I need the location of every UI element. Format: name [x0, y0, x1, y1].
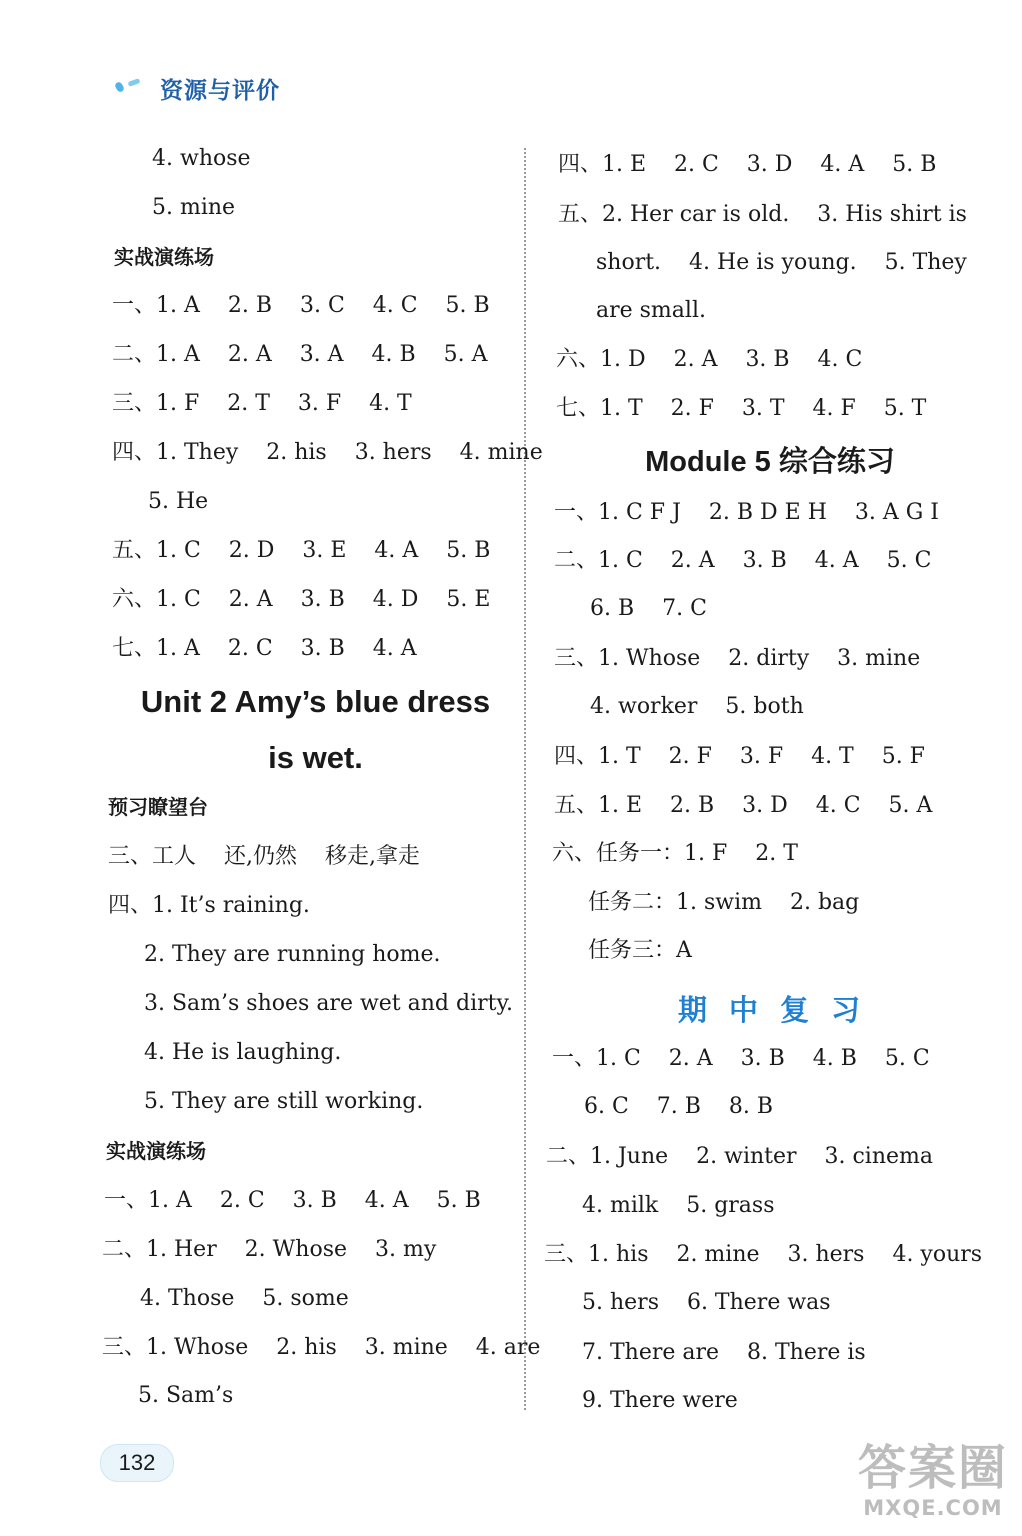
- answer-row: 四、1. They 2. his 3. hers 4. mine: [112, 440, 543, 465]
- answer-row: 一、1. C 2. A 3. B 4. B 5. C: [552, 1046, 930, 1071]
- answer-row: 二、1. A 2. A 3. A 4. B 5. A: [112, 342, 488, 367]
- answer-row: 2. They are running home.: [144, 942, 441, 967]
- answer-row: 三、工人 还,仍然 移走,拿走: [108, 844, 420, 869]
- section-heading: 实战演练场: [106, 1139, 206, 1163]
- watermark-url: MXQE.COM: [863, 1496, 1003, 1520]
- watermark-text: 答案圈: [857, 1440, 1008, 1496]
- answer-row: 四、1. E 2. C 3. D 4. A 5. B: [558, 152, 937, 177]
- answer-row: 3. Sam’s shoes are wet and dirty.: [144, 991, 513, 1016]
- answer-row: 一、1. A 2. C 3. B 4. A 5. B: [104, 1188, 481, 1213]
- answer-row: 四、1. T 2. F 3. F 4. T 5. F: [554, 744, 925, 769]
- column-divider: [524, 148, 526, 1410]
- answer-row: 任务三：A: [588, 938, 692, 963]
- header-logo-icon: [112, 76, 158, 100]
- answer-row: 5. He: [148, 489, 209, 514]
- answer-row: 4. whose: [152, 146, 251, 171]
- answer-row: 六、任务一：1. F 2. T: [552, 841, 798, 866]
- midterm-review-title: 期中复习: [677, 993, 882, 1027]
- answer-row: 五、2. Her car is old. 3. His shirt is: [558, 202, 967, 227]
- answer-row: 4. milk 5. grass: [582, 1193, 775, 1218]
- unit-title: Unit 2 Amy’s blue dress: [140, 684, 491, 719]
- answer-row: 三、1. Whose 2. his 3. mine 4. are: [102, 1335, 541, 1360]
- answer-row: 五、1. E 2. B 3. D 4. C 5. A: [554, 793, 933, 818]
- answer-row: 6. C 7. B 8. B: [584, 1094, 774, 1119]
- answer-row: 四、1. It’s raining.: [108, 893, 310, 918]
- answer-row: 三、1. F 2. T 3. F 4. T: [112, 391, 412, 416]
- answer-row: 9. There were: [582, 1388, 738, 1413]
- section-heading: 实战演练场: [114, 245, 214, 269]
- page-number: 132: [100, 1444, 174, 1482]
- answer-row: 7. There are 8. There is: [582, 1340, 866, 1365]
- answer-row: 5. mine: [152, 195, 236, 220]
- answer-row: 六、1. C 2. A 3. B 4. D 5. E: [112, 587, 491, 612]
- answer-row: 二、1. Her 2. Whose 3. my: [102, 1237, 437, 1262]
- answer-row: 任务二：1. swim 2. bag: [588, 890, 860, 915]
- page-header: [112, 68, 280, 108]
- module-title: Module 5 综合练习: [645, 446, 895, 478]
- answer-row: 七、1. T 2. F 3. T 4. F 5. T: [556, 396, 927, 421]
- answer-row: 5. Sam’s: [138, 1383, 234, 1408]
- answer-row: 6. B 7. C: [590, 596, 707, 621]
- answer-row: 一、1. A 2. B 3. C 4. C 5. B: [112, 293, 490, 318]
- answer-row: 5. hers 6. There was: [582, 1290, 831, 1315]
- answer-row: 5. They are still working.: [144, 1089, 424, 1114]
- watermark-logo: [848, 1440, 1018, 1536]
- unit-title-line2: is wet.: [268, 740, 363, 775]
- answer-row: 七、1. A 2. C 3. B 4. A: [112, 636, 417, 661]
- answer-row: 二、1. June 2. winter 3. cinema: [546, 1144, 934, 1169]
- answer-row: 4. worker 5. both: [590, 694, 804, 719]
- answer-row: short. 4. He is young. 5. They: [596, 250, 967, 275]
- answer-row: 4. Those 5. some: [140, 1286, 349, 1311]
- section-heading: 预习瞭望台: [108, 795, 208, 819]
- answer-row: 一、1. C F J 2. B D E H 3. A G I: [554, 500, 939, 525]
- answer-row: 六、1. D 2. A 3. B 4. C: [556, 347, 863, 372]
- answer-row: are small.: [596, 298, 706, 323]
- answer-row: 4. He is laughing.: [144, 1040, 342, 1065]
- answer-row: 三、1. his 2. mine 3. hers 4. yours: [544, 1242, 983, 1267]
- header-title: 资源与评价: [160, 77, 280, 104]
- answer-row: 五、1. C 2. D 3. E 4. A 5. B: [112, 538, 491, 563]
- answer-row: 二、1. C 2. A 3. B 4. A 5. C: [554, 548, 932, 573]
- answer-row: 三、1. Whose 2. dirty 3. mine: [554, 646, 921, 671]
